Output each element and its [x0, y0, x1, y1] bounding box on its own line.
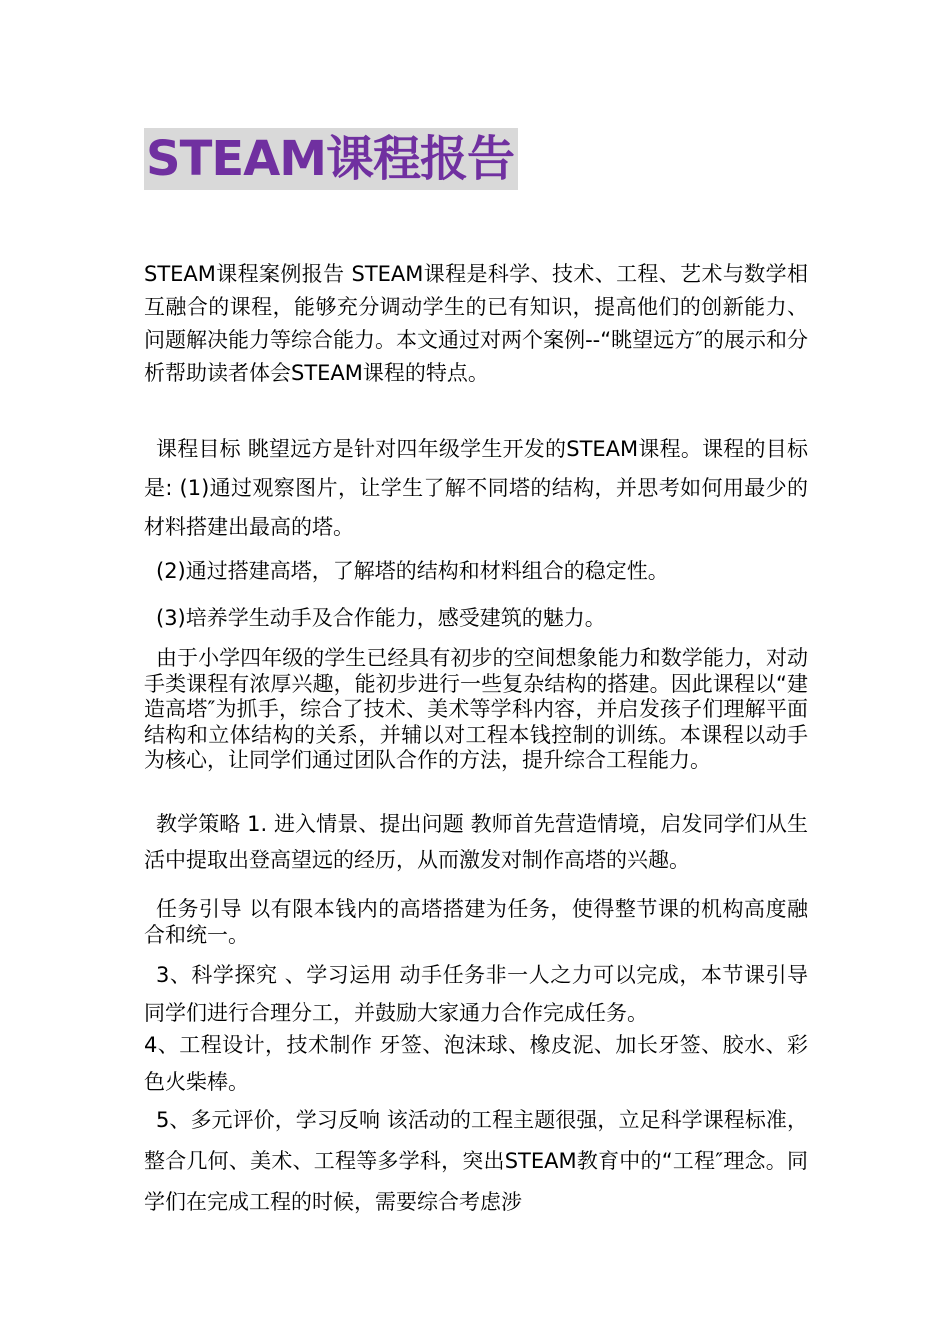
- paragraph-rationale: 由于小学四年级的学生已经具有初步的空间想象能力和数学能力，对动手类课程有浓厚兴趣，能初步进行一些复杂结构的搭建。因此课程以“建造高塔″为抓手，综合了技术、美术等学科内容，并启发孩子们理解平面结构和立体结构的关系，并辅以对工程本钱控制的训练。本课程以动手为核心，让同学们通过团队合作的方法，提升综合工程能力。: [144, 646, 808, 772]
- paragraph-goal-2: (2)通过搭建高塔，了解塔的结构和材料组合的稳定性。: [156, 559, 669, 583]
- paragraph-course-goals: 课程目标 眺望远方是针对四年级学生开发的STEAM课程。课程的目标是: (1)通过观察图片，让学生了解不同塔的结构，并思考如何用最少的材料搭建出最高的塔。: [144, 437, 808, 539]
- document-title: STEAM课程报告: [144, 128, 518, 190]
- paragraph-goal-3: (3)培养学生动手及合作能力，感受建筑的魅力。: [156, 606, 606, 630]
- paragraph-intro: STEAM课程案例报告 STEAM课程是科学、技术、工程、艺术与数学相互融合的课程，能够充分调动学生的已有知识，提高他们的创新能力、问题解决能力等综合能力。本文通过对两个案例--“眺望远方″的展示和分析帮助读者体会STEAM课程的特点。: [144, 262, 808, 385]
- paragraph-task-guidance: 任务引导 以有限本钱内的高塔搭建为任务，使得整节课的机构高度融合和统一。: [144, 897, 808, 947]
- paragraph-evaluation: 5、多元评价，学习反响 该活动的工程主题很强，立足科学课程标准，整合几何、美术、工程等多学科，突出STEAM教育中的“工程″理念。同学们在完成工程的时候，需要综合考虑涉: [144, 1108, 808, 1214]
- paragraph-science-inquiry: 3、科学探究 、学习运用 动手任务非一人之力可以完成，本节课引导同学们进行合理分工，并鼓励大家通力合作完成任务。: [144, 963, 808, 1025]
- paragraph-teaching-strategy: 教学策略 1. 进入情景、提出问题 教师首先营造情境，启发同学们从生活中提取出登高望远的经历，从而激发对制作高塔的兴趣。: [144, 812, 808, 872]
- paragraph-engineering-design: 4、工程设计，技术制作 牙签、泡沫球、橡皮泥、加长牙签、胶水、彩色火柴棒。: [144, 1033, 808, 1094]
